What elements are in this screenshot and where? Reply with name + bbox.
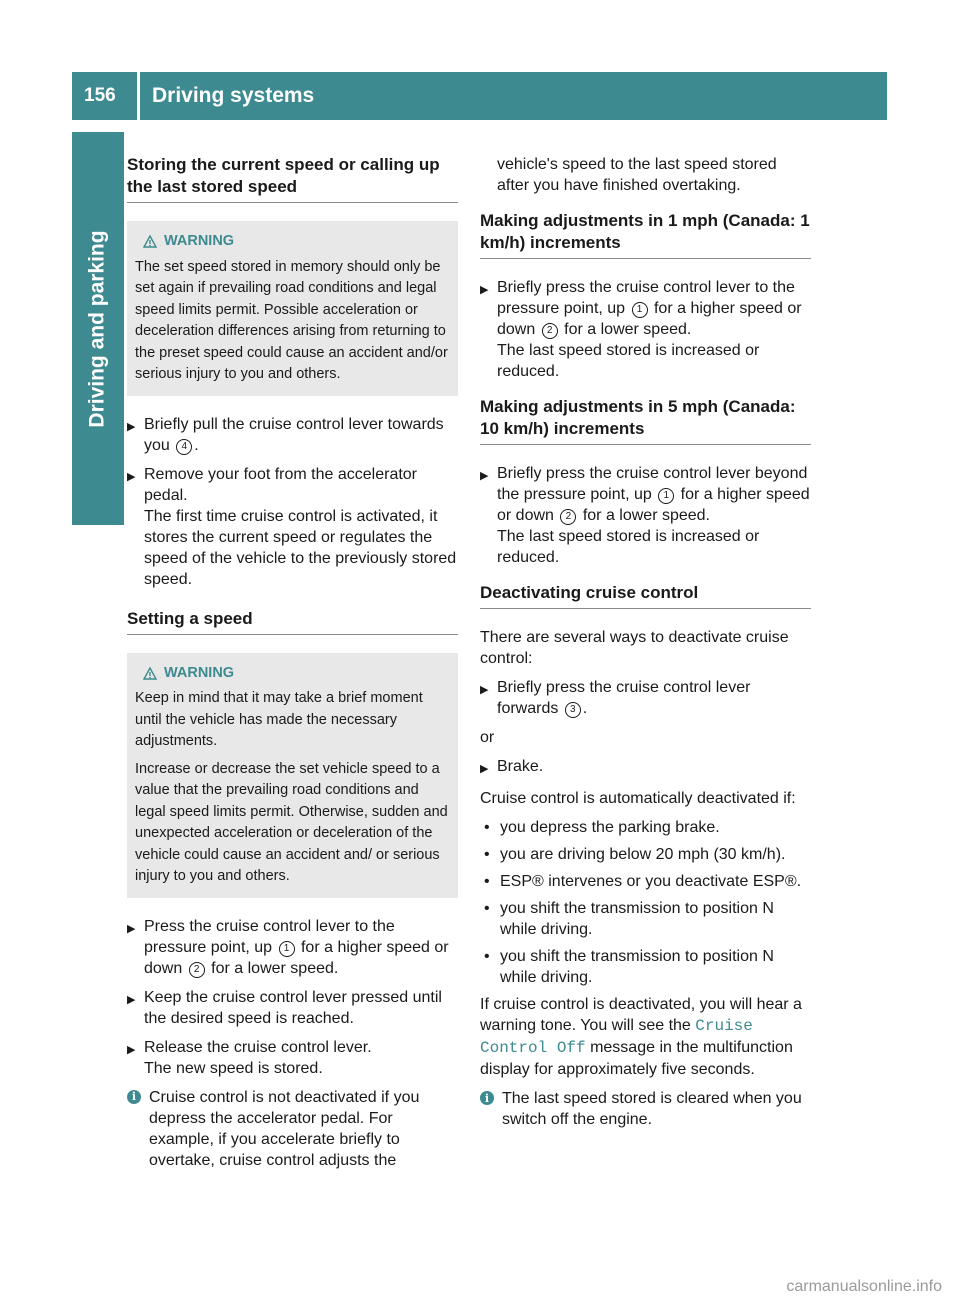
intro-text: There are several ways to deactivate cruise control:	[480, 629, 789, 667]
bullet-item: • you depress the parking brake.	[484, 819, 720, 836]
step-item: ▶ Briefly pull the cruise control lever towards you 4 .	[127, 415, 444, 454]
page-number: 156	[84, 85, 116, 106]
watermark: carmanualsonline.info	[786, 1278, 942, 1295]
step-item: ▶ Briefly press the cruise control lever to the pressure point, up 1 for a higher speed or down 2 for a lower speed. The last speed stored is increased or reduced.	[480, 279, 802, 380]
left-column	[127, 154, 458, 1179]
marker-2: 2	[189, 962, 205, 978]
warning-text: Increase or decrease the set vehicle speed to a value that the prevailing road conditions and legal speed limits permit. Otherwise, sudden and unexpected acceleration or deceleration of the vehicle could cause an accident and/ or serious injury to you and others.	[135, 760, 448, 884]
heading-1mph: Making adjustments in 1 mph (Canada: 1 km/h) increments	[480, 210, 811, 259]
step-arrow-icon: ▶	[127, 420, 136, 433]
step-arrow-icon: ▶	[480, 763, 489, 775]
step-item: ▶ Keep the cruise control lever pressed until the desired speed is reached.	[127, 988, 442, 1027]
step-item: ▶ Brake.	[480, 756, 811, 780]
heading-deactivating: Deactivating cruise control	[480, 582, 811, 609]
step-arrow-icon: ▶	[127, 1043, 136, 1056]
warning-title: WARNING	[135, 663, 450, 685]
warning-box	[127, 221, 458, 396]
warning-text: Keep in mind that it may take a brief moment until the vehicle has made the necessary adjustments.	[135, 690, 423, 749]
step-item: ▶ Release the cruise control lever. The new speed is stored.	[127, 1038, 372, 1077]
page-header	[72, 72, 887, 120]
auto-deactivate-intro: Cruise control is automatically deactivated if:	[480, 790, 796, 807]
section-title: Driving systems	[152, 84, 315, 107]
warning-title: WARNING	[135, 231, 450, 253]
marker-4: 4	[176, 439, 192, 455]
step-arrow-icon: ▶	[127, 922, 136, 935]
or-text: or	[480, 729, 495, 746]
marker-1: 1	[658, 488, 674, 504]
marker-1: 1	[279, 941, 295, 957]
step-item: ▶ Remove your foot from the accelerator pedal. The first time cruise control is activated, it stores the current speed or regulates the speed of the vehicle to the previously stored speed.	[127, 465, 457, 588]
side-tab-label: Driving and parking	[86, 229, 110, 428]
heading-setting-speed: Setting a speed	[127, 608, 458, 635]
heading-5mph: Making adjustments in 5 mph (Canada: 10 km/h) increments	[480, 396, 811, 445]
final-text: If cruise control is deactivated, you will hear a warning tone. You will see the Cruise Control Off message in the multifunction display for approximately five seconds.	[480, 996, 802, 1078]
warning-text: The set speed stored in memory should only be set again if prevailing road conditions and legal speed limits permit. Possible acceleration or deceleration differences arising from returning to the preset speed could cause an accident and/or serious injury to you and others.	[135, 258, 448, 382]
info-icon: i	[480, 1091, 494, 1105]
marker-1: 1	[632, 302, 648, 318]
warning-icon	[143, 235, 157, 248]
right-column	[480, 154, 811, 1138]
info-note: i The last speed stored is cleared when you switch off the engine.	[480, 1088, 811, 1130]
step-item: ▶ Briefly press the cruise control lever beyond the pressure point, up 1 for a higher speed or down 2 for a lower speed. The last speed stored is increased or reduced.	[480, 465, 810, 566]
bullet-item: • ESP® intervenes or you deactivate ESP®.	[484, 873, 802, 890]
step-item: ▶ Briefly press the cruise control lever forwards 3 .	[480, 679, 751, 717]
marker-2: 2	[542, 323, 558, 339]
bullet-item: • you are driving below 20 mph (30 km/h).	[484, 846, 786, 863]
bullet-item: • you shift the transmission to position N while driving.	[484, 948, 774, 986]
marker-3: 3	[565, 702, 581, 718]
step-item: ▶ Press the cruise control lever to the pressure point, up 1 for a higher speed or down 2 for a lower speed.	[127, 917, 449, 977]
step-arrow-icon: ▶	[127, 470, 136, 483]
step-arrow-icon: ▶	[480, 470, 489, 482]
heading-storing-speed: Storing the current speed or calling up the last stored speed	[127, 154, 458, 203]
warning-icon	[143, 667, 157, 680]
side-tab	[72, 132, 124, 525]
step-arrow-icon: ▶	[480, 284, 489, 296]
continued-text: vehicle's speed to the last speed stored after you have finished overtaking.	[497, 156, 777, 194]
info-note: i Cruise control is not deactivated if you depress the accelerator pedal. For example, if you accelerate briefly to overtake, cruise control adjusts the	[127, 1087, 458, 1171]
step-arrow-icon: ▶	[127, 993, 136, 1006]
bullet-item: • you shift the transmission to position N while driving.	[484, 900, 774, 938]
marker-2: 2	[560, 509, 576, 525]
warning-box	[127, 653, 458, 898]
info-icon: i	[127, 1090, 141, 1104]
step-arrow-icon: ▶	[480, 684, 489, 696]
